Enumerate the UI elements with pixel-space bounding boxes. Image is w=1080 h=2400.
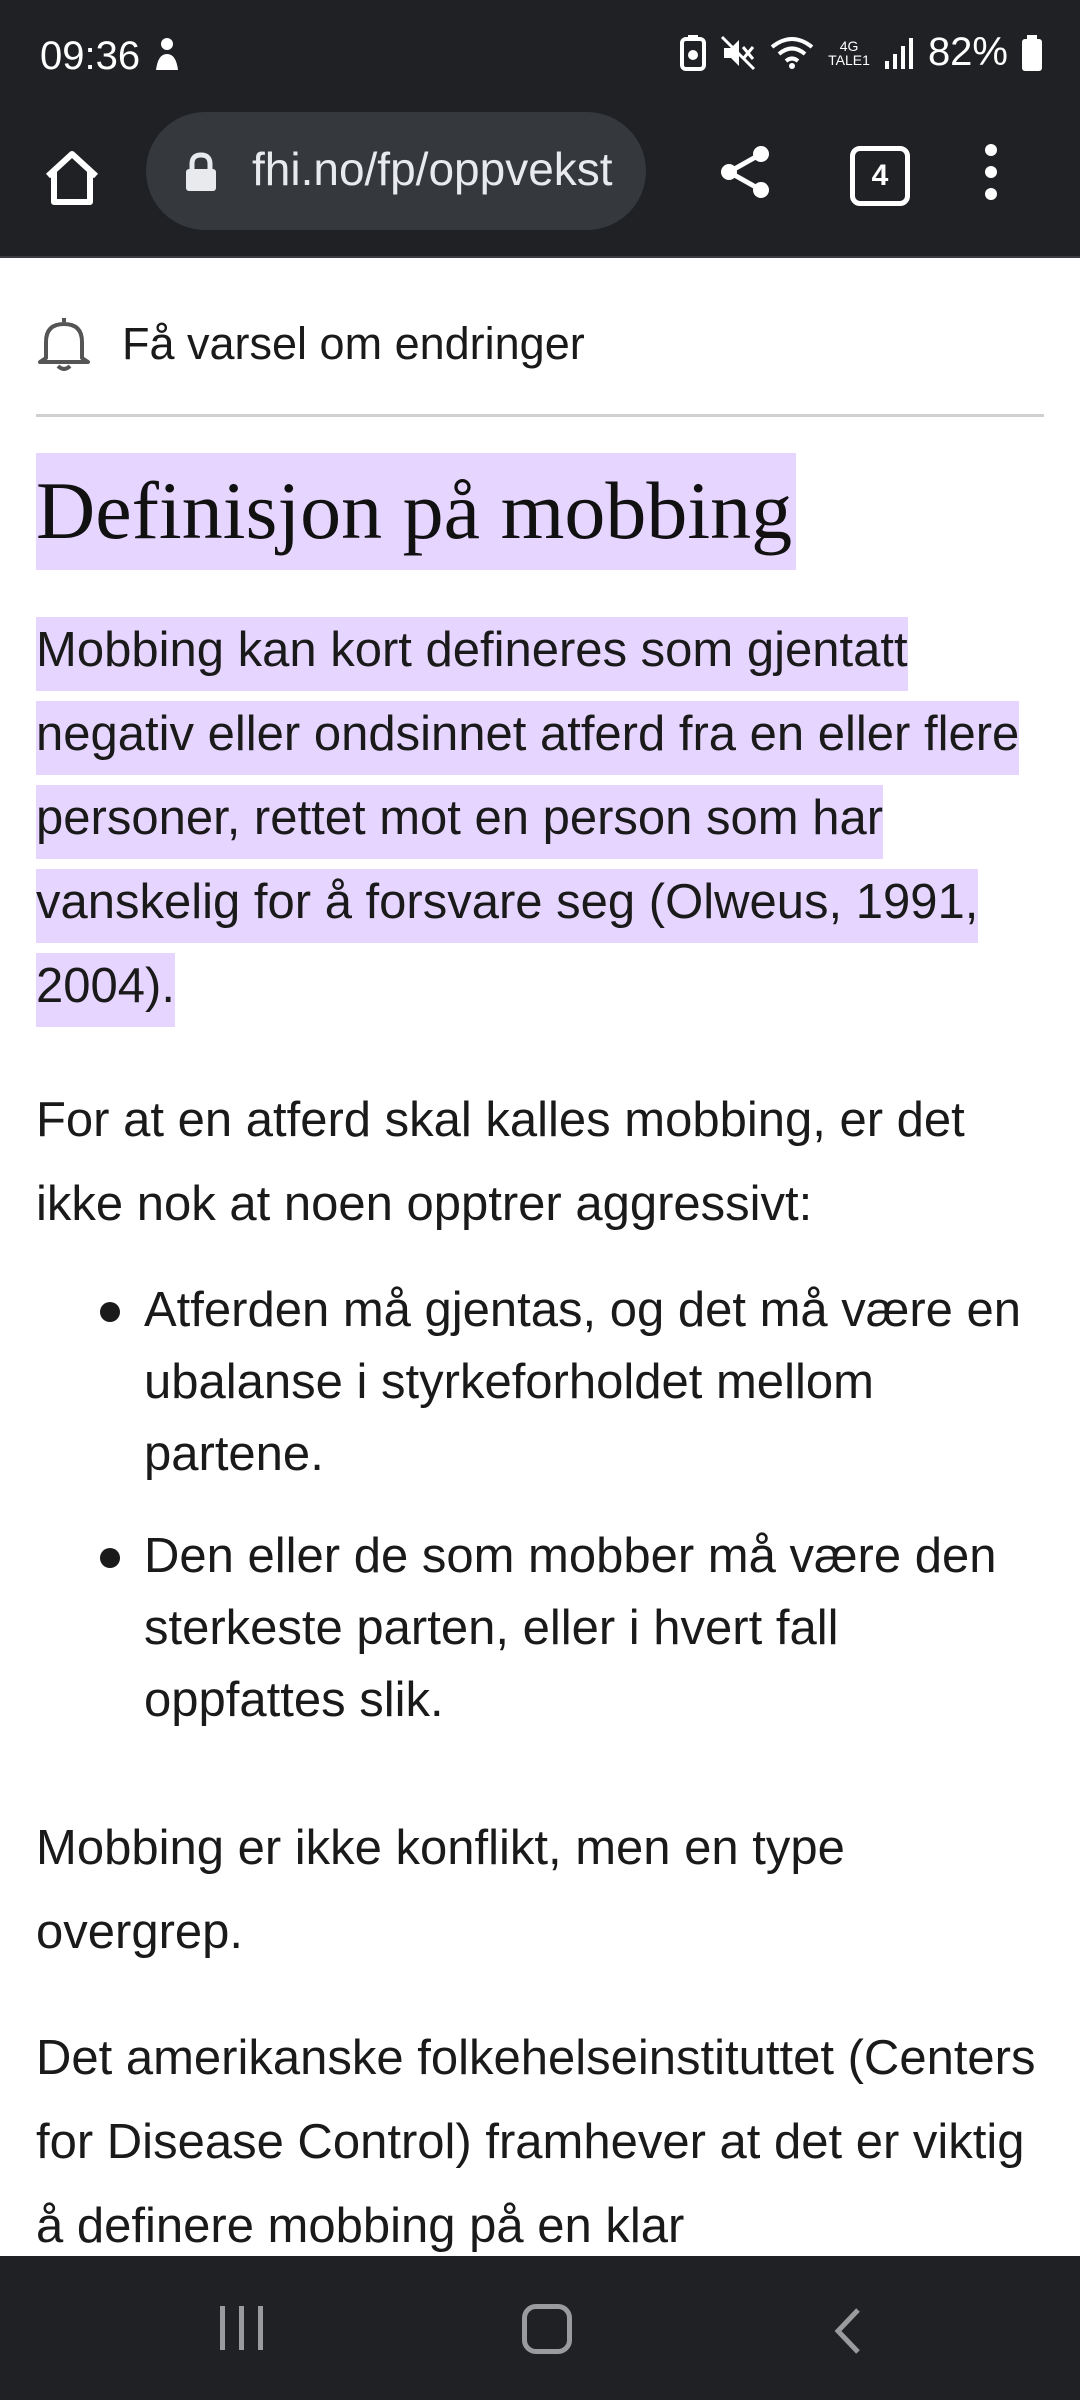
battery-icon (1022, 35, 1042, 71)
status-time: 09:36 (40, 34, 141, 78)
more-menu-icon[interactable] (985, 144, 997, 210)
back-icon[interactable] (828, 2306, 868, 2356)
url-bar[interactable] (146, 112, 646, 230)
status-bar (0, 0, 1080, 120)
paragraph-intro: For at en atferd skal kalles mobbing, er det ikke nok at noen opptrer aggressivt: (36, 1093, 965, 1231)
battery-saver-icon (680, 35, 706, 71)
notify-changes-button[interactable] (36, 314, 585, 374)
battery-level: 82% (927, 30, 1008, 74)
notify-label[interactable]: Få varsel om endringer (122, 318, 585, 369)
home-nav-button[interactable] (522, 2304, 572, 2354)
page-title: Definisjon på mobbing (36, 464, 796, 558)
paragraph-cdc: Det amerikanske folkehelseinstituttet (Centers for Disease Control) framhever at det er viktig å definere mobbing på en klar (36, 2031, 1036, 2253)
wifi-icon (770, 35, 814, 71)
accessibility-person-icon (152, 36, 182, 76)
share-icon[interactable] (715, 142, 775, 202)
lead-paragraph: Mobbing kan kort defineres som gjentatt negativ eller ondsinnet atferd fra en eller flere personer, rettet mot en person som har vanskelig for å forsvare seg (Olweus, 1991, 2004). (36, 608, 1036, 1028)
bell-icon (36, 314, 92, 374)
tabs-switcher-button[interactable]: 4 (850, 146, 910, 206)
mute-icon (720, 35, 756, 71)
network-type: 4G TALE1 (828, 37, 870, 68)
signal-icon (884, 35, 914, 71)
url-text[interactable]: fhi.no/fp/oppvekst (252, 143, 613, 195)
system-nav-bar (0, 2256, 1080, 2400)
paragraph-conflict: Mobbing er ikke konflikt, men en type overgrep. (36, 1821, 845, 1959)
list-item: Den eller de som mobber må være den sterkeste parten, eller i hvert fall oppfattes slik. (36, 1520, 1046, 1736)
divider (36, 414, 1044, 417)
list-item: Atferden må gjentas, og det må være en ubalanse i styrkeforholdet mellom partene. (36, 1274, 1046, 1490)
criteria-list (36, 1274, 1046, 1766)
lock-icon (184, 152, 218, 192)
home-icon[interactable] (40, 146, 104, 210)
recents-button[interactable] (220, 2306, 263, 2350)
